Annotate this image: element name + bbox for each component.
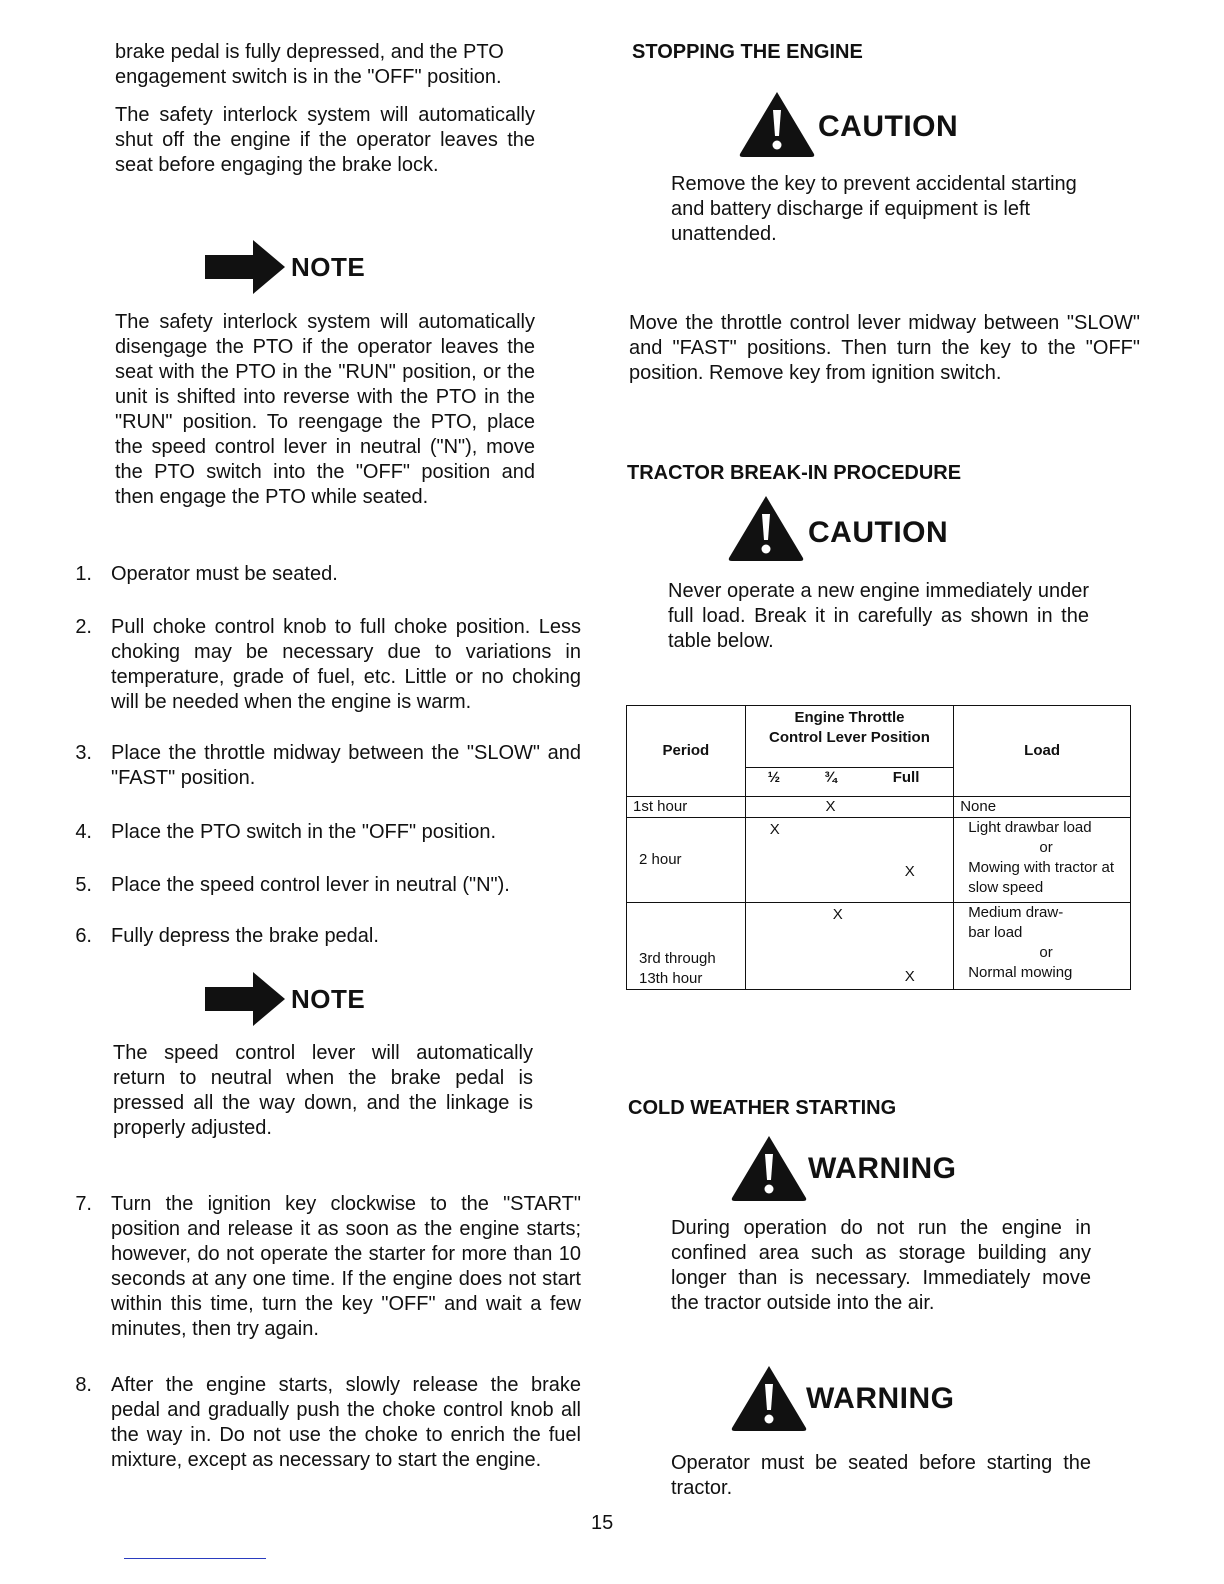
- section-heading: COLD WEATHER STARTING: [628, 1097, 897, 1119]
- period-cell: [627, 903, 746, 990]
- header-throttle: Engine Throttle Control Lever Position: [745, 706, 953, 768]
- subheader-three-quarter: ¾: [802, 768, 859, 797]
- note-label: NOTE: [291, 252, 366, 282]
- footer-rule: [124, 1558, 266, 1559]
- step-text: Place the PTO switch in the "OFF" position.: [111, 821, 497, 843]
- mark: X: [904, 863, 915, 880]
- table-row: [627, 818, 1131, 903]
- mark: X: [904, 968, 915, 985]
- step-number: 3.: [75, 742, 92, 764]
- step-text: After the engine starts, slowly release the brake pedal and gradually push the choke control knob all the way in. Do not use the choke to enrich the fuel mixture, except as necessary to start the engine.: [111, 1374, 581, 1471]
- step-number: 1.: [75, 563, 92, 585]
- mark: X: [769, 821, 780, 838]
- load-cell: [954, 903, 1131, 990]
- note-arrow-icon: [205, 238, 285, 296]
- warning-triangle-icon: [727, 494, 805, 562]
- throttle-cell: [745, 903, 953, 990]
- step-number: 8.: [75, 1374, 92, 1396]
- table-header-row: [627, 706, 1131, 768]
- throttle-marks: [746, 818, 953, 902]
- period-line: 3rd through: [639, 950, 716, 967]
- load-line: Normal mowing: [968, 964, 1073, 981]
- warning-triangle-icon: [730, 1364, 808, 1432]
- section-heading: TRACTOR BREAK-IN PROCEDURE: [627, 462, 962, 484]
- warning-triangle-icon: [730, 1134, 808, 1202]
- caution-callout: [738, 90, 968, 160]
- step-number: 6.: [75, 925, 92, 947]
- page-number: 15: [591, 1512, 614, 1534]
- step-number: 2.: [75, 616, 92, 638]
- step-text: Operator must be seated.: [111, 563, 338, 585]
- empty-cell: [745, 797, 802, 818]
- step-number: 5.: [75, 874, 92, 896]
- caution-text: Remove the key to prevent accidental starting and battery discharge if equipment is left unattended.: [671, 173, 1077, 245]
- load-line: Medium draw-bar load: [968, 904, 1064, 941]
- period-line: 13th hour: [639, 970, 703, 987]
- empty-cell: [859, 797, 954, 818]
- warning-text: During operation do not run the engine in confined area such as storage building any longer than is necessary. Immediately move the tractor outside into the air.: [671, 1217, 1091, 1314]
- warning-label: WARNING: [806, 1382, 955, 1415]
- warning-callout: [730, 1364, 970, 1434]
- warning-label: WARNING: [808, 1152, 957, 1185]
- throttle-marks: [746, 903, 953, 989]
- mark: X: [832, 906, 843, 923]
- step-number: 7.: [75, 1193, 92, 1215]
- warning-callout: [730, 1134, 970, 1204]
- stopping-body: Move the throttle control lever midway between "SLOW" and "FAST" positions. Then turn the key to the "OFF" position. Remove key from ignition switch.: [629, 312, 1140, 384]
- note-arrow-icon: [205, 970, 285, 1028]
- throttle-cell: [745, 818, 953, 903]
- step-text: Turn the ignition key clockwise to the "START" position and release it as soon as the engine starts; however, do not operate the starter for more than 10 seconds at any one time. If the engine does not start within this time, turn the key "OFF" and wait a few minutes, then try again.: [111, 1193, 581, 1340]
- step-text: Fully depress the brake pedal.: [111, 925, 379, 947]
- period-cell: 2 hour: [627, 818, 746, 903]
- load-cell: None: [954, 797, 1131, 818]
- caution-label: CAUTION: [818, 110, 959, 143]
- note-label: NOTE: [291, 984, 366, 1014]
- load-or: or: [1039, 944, 1053, 961]
- subheader-half: ½: [745, 768, 802, 797]
- load-cell: [954, 818, 1131, 903]
- header-load: Load: [954, 706, 1131, 797]
- section-heading: STOPPING THE ENGINE: [632, 41, 863, 63]
- table-row: [627, 903, 1131, 990]
- caution-callout: [727, 494, 957, 564]
- step-text: Place the speed control lever in neutral ("N").: [111, 874, 510, 896]
- break-in-table: [626, 705, 1131, 990]
- subheader-full: Full: [859, 768, 954, 797]
- caution-text: Never operate a new engine immediately under full load. Break it in carefully as shown in the table below.: [668, 580, 1089, 652]
- warning-text: Operator must be seated before starting the tractor.: [671, 1452, 1091, 1499]
- header-period: Period: [627, 706, 746, 797]
- load-line: Light drawbar load: [968, 819, 1092, 836]
- note-text: The speed control lever will automatically return to neutral when the brake pedal is pressed all the way down, and the linkage is properly adjusted.: [113, 1042, 533, 1139]
- load-or: or: [1039, 839, 1053, 856]
- interlock-text: The safety interlock system will automatically shut off the engine if the operator leaves the seat before engaging the brake lock.: [115, 104, 535, 176]
- warning-triangle-icon: [738, 90, 816, 158]
- period-cell: 1st hour: [627, 797, 746, 818]
- load-line: Mowing with tractor at slow speed: [968, 859, 1115, 896]
- caution-label: CAUTION: [808, 516, 949, 549]
- step-text: Place the throttle midway between the "SLOW" and "FAST" position.: [111, 742, 581, 789]
- note-callout: [205, 238, 385, 298]
- note-callout: [205, 970, 385, 1030]
- step-text: Pull choke control knob to full choke position. Less choking may be necessary due to variations in temperature, grade of fuel, etc. Little or no choking will be needed when the engine is warm.: [111, 616, 581, 713]
- table-row: [627, 797, 1131, 818]
- step-number: 4.: [75, 821, 92, 843]
- mark-cell: X: [802, 797, 859, 818]
- note-text: The safety interlock system will automatically disengage the PTO if the operator leaves the seat with the PTO in the "RUN" position, or the unit is shifted into reverse with the PTO in the "RUN" position. To reengage the PTO, place the speed control lever in neutral ("N"), move the PTO switch into the "OFF" position and then engage the PTO while seated.: [115, 311, 535, 508]
- intro-text: brake pedal is fully depressed, and the PTO engagement switch is in the "OFF" position.: [115, 41, 504, 88]
